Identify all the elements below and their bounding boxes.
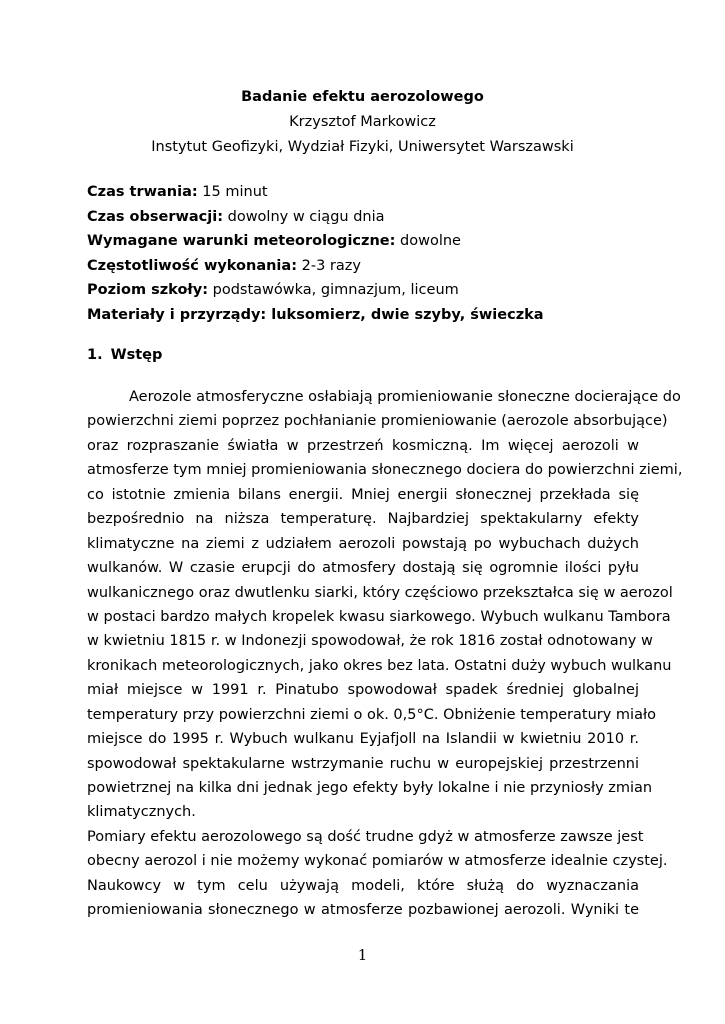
page-number: 1: [357, 946, 368, 964]
body-line: Aerozole atmosferyczne osłabiają promieniowanie słoneczne docierające do: [129, 389, 681, 405]
section-heading: [87, 343, 162, 367]
body-line: promieniowania słonecznego w atmosferze pozbawionej aerozoli. Wyniki te: [87, 902, 639, 919]
meta-row-materials: [87, 303, 647, 328]
meta-label: Częstotliwość wykonania:: [87, 257, 297, 274]
meta-value: dowolne: [395, 233, 461, 249]
meta-label: Wymagane warunki meteorologiczne:: [87, 233, 396, 249]
meta-value: podstawówka, gimnazjum, liceum: [208, 282, 459, 298]
section-number: 1.: [87, 347, 103, 363]
meta-value: dowolny w ciągu dnia: [223, 208, 385, 225]
body-line: atmosferze tym mniej promieniowania słonecznego dociera do powierzchni ziemi,: [87, 462, 683, 479]
body-line: w kwietniu 1815 r. w Indonezji spowodował, że rok 1816 został odnotowany w: [87, 633, 653, 650]
meta-row-observation-time: [87, 205, 647, 230]
body-line: Pomiary efektu aerozolowego są dość trudne gdyż w atmosferze zawsze jest: [87, 828, 644, 845]
body-line: oraz rozpraszanie światła w przestrzeń kosmiczną. Im więcej aerozoli w: [87, 437, 639, 454]
body-line: wulkanów. W czasie erupcji do atmosfery dostają się ogromnie ilości pyłu: [87, 560, 639, 577]
author-name: Krzysztof Markowicz: [289, 114, 436, 130]
experiment-metadata: [87, 180, 647, 327]
document-title: Badanie efektu aerozolowego: [241, 89, 484, 105]
meta-value: 15 minut: [197, 184, 268, 200]
meta-label: Poziom szkoły:: [87, 282, 209, 298]
meta-row-frequency: [87, 254, 647, 279]
body-line: miał miejsce w 1991 r. Pinatubo spowodował spadek średniej globalnej: [87, 682, 639, 699]
author-affiliation: Instytut Geofizyki, Wydział Fizyki, Uniwersytet Warszawski: [151, 139, 574, 155]
document-header: [0, 85, 725, 160]
meta-label: Czas obserwacji:: [87, 208, 224, 225]
body-line: temperatury przy powierzchni ziemi o ok. 0,5°C. Obniżenie temperatury miało: [87, 706, 656, 723]
body-line: w postaci bardzo małych kropelek kwasu siarkowego. Wybuch wulkanu Tambora: [87, 608, 671, 625]
meta-value: luksomierz, dwie szyby, świeczka: [266, 306, 544, 323]
body-line: wulkanicznego oraz dwutlenku siarki, który częściowo przekształca się w aerozol: [87, 584, 673, 601]
body-line: powietrznej na kilka dni jednak jego efekty były lokalne i nie przyniosły zmian: [87, 780, 653, 796]
body-line: klimatycznych.: [87, 804, 196, 821]
meta-row-duration: [87, 180, 647, 205]
body-line: kronikach meteorologicznych, jako okres bez lata. Ostatni duży wybuch wulkanu: [87, 657, 672, 674]
body-line: powierzchni ziemi poprzez pochłanianie promieniowanie (aerozole absorbujące): [87, 413, 668, 430]
meta-value: 2-3 razy: [297, 257, 361, 274]
body-text: [87, 385, 683, 923]
body-line: spowodował spektakularne wstrzymanie ruchu w europejskiej przestrzenni: [87, 755, 639, 772]
body-line: miejsce do 1995 r. Wybuch wulkanu Eyjafjoll na Islandii w kwietniu 2010 r.: [87, 731, 639, 748]
section-title: Wstęp: [110, 347, 163, 363]
body-line: Naukowcy w tym celu używają modeli, które służą do wyznaczania: [87, 877, 639, 894]
meta-row-weather-conditions: [87, 229, 647, 254]
body-line: co istotnie zmienia bilans energii. Mniej energii słonecznej przekłada się: [87, 486, 639, 503]
meta-label: Materiały i przyrządy:: [87, 306, 267, 323]
body-line: bezpośrednio na niższa temperaturę. Najbardziej spektakularny efekty: [87, 511, 639, 528]
meta-row-school-level: [87, 278, 647, 303]
body-line: obecny aerozol i nie możemy wykonać pomiarów w atmosferze idealnie czystej.: [87, 853, 668, 870]
meta-label: Czas trwania:: [87, 184, 198, 200]
body-line: klimatyczne na ziemi z udziałem aerozoli powstają po wybuchach dużych: [87, 535, 639, 552]
